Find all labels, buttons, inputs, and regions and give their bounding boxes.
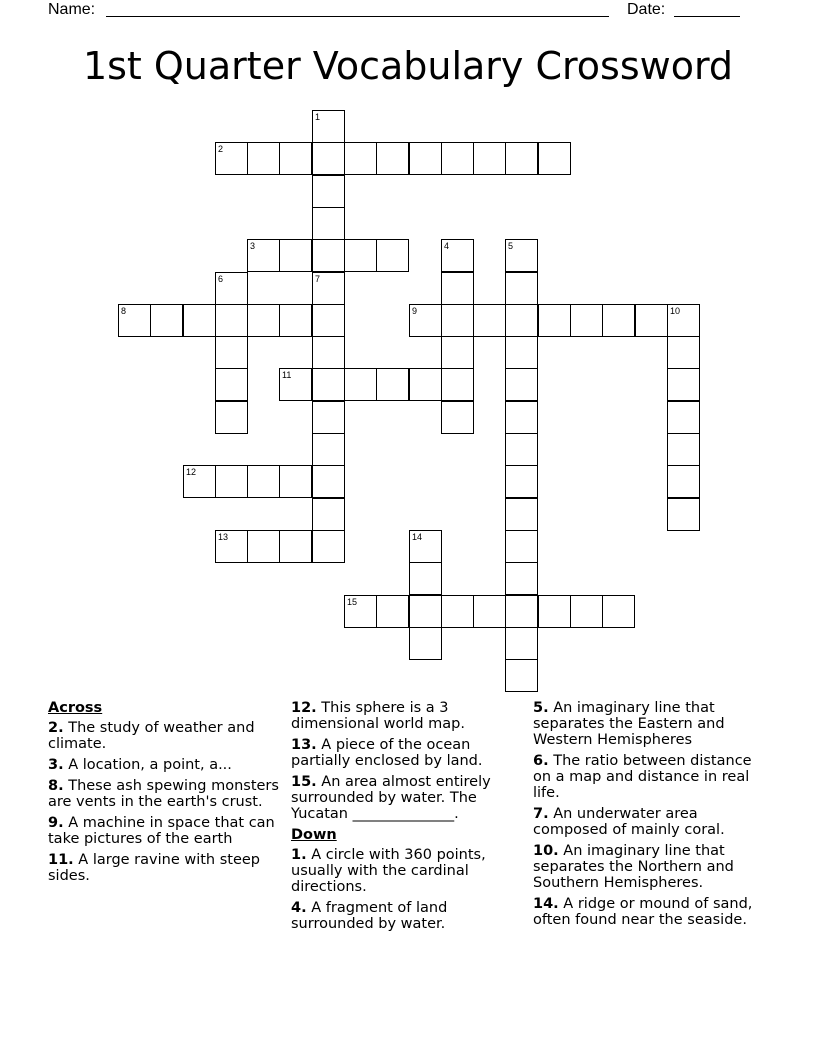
clue-number: 9.	[48, 815, 64, 831]
crossword-cell[interactable]	[312, 336, 345, 369]
clue-number: 8.	[48, 778, 64, 794]
crossword-cell[interactable]	[505, 562, 538, 595]
clue-text: An area almost entirely surrounded by water. The Yucatan ______________.	[291, 774, 491, 822]
crossword-cell[interactable]	[441, 368, 474, 401]
cell-number: 15	[347, 597, 358, 607]
cell-number: 8	[121, 306, 127, 316]
crossword-cell[interactable]	[635, 304, 668, 337]
crossword-cell[interactable]	[505, 530, 538, 563]
crossword-cell[interactable]	[215, 368, 248, 401]
crossword-cell[interactable]	[183, 304, 216, 337]
crossword-cell[interactable]	[602, 304, 635, 337]
crossword-cell[interactable]	[279, 239, 312, 272]
crossword-cell[interactable]	[441, 401, 474, 434]
clue-down-7	[533, 806, 773, 838]
clue-text: An imaginary line that separates the Eastern and Western Hemispheres	[533, 700, 725, 748]
clue-across-13	[291, 737, 523, 769]
crossword-cell[interactable]	[279, 142, 312, 175]
cell-number: 12	[186, 467, 197, 477]
crossword-cell[interactable]	[215, 304, 248, 337]
crossword-cell[interactable]	[247, 465, 280, 498]
clue-text: A machine in space that can take pictures of the earth	[48, 815, 275, 847]
crossword-cell[interactable]	[473, 304, 506, 337]
clue-number: 13.	[291, 737, 317, 753]
crossword-cell[interactable]	[505, 401, 538, 434]
crossword-cell[interactable]	[312, 498, 345, 531]
clue-text: A large ravine with steep sides.	[48, 852, 261, 884]
down-heading: Down	[291, 827, 337, 843]
crossword-cell[interactable]	[312, 304, 345, 337]
crossword-cell[interactable]	[215, 530, 248, 563]
crossword-cell[interactable]	[473, 595, 506, 628]
clue-text: An imaginary line that separates the Northern and Southern Hemispheres.	[533, 843, 734, 891]
crossword-cell[interactable]	[570, 304, 603, 337]
crossword-cell[interactable]	[376, 239, 409, 272]
clue-down-4	[291, 900, 523, 932]
crossword-cell[interactable]	[667, 433, 700, 466]
cell-number: 7	[315, 274, 321, 284]
crossword-cell[interactable]	[667, 368, 700, 401]
clue-down-5	[533, 700, 773, 748]
clue-number: 7.	[533, 806, 549, 822]
crossword-cell[interactable]	[279, 304, 312, 337]
cell-number: 4	[444, 241, 450, 251]
crossword-cell[interactable]	[312, 110, 345, 143]
crossword-cell[interactable]	[312, 272, 345, 305]
clue-across-3	[48, 757, 280, 773]
crossword-cell[interactable]	[441, 336, 474, 369]
crossword-cell[interactable]	[312, 433, 345, 466]
crossword-cell[interactable]	[409, 627, 442, 660]
clue-text: These ash spewing monsters are vents in the earth's crust.	[48, 778, 279, 810]
crossword-cell[interactable]	[279, 368, 312, 401]
cell-number: 14	[412, 532, 423, 542]
crossword-cell[interactable]	[570, 595, 603, 628]
clue-number: 4.	[291, 900, 307, 916]
crossword-cell[interactable]	[118, 304, 151, 337]
crossword-cell[interactable]	[441, 304, 474, 337]
clue-across-8	[48, 778, 280, 810]
clue-across-9	[48, 815, 280, 847]
clue-text: A piece of the ocean partially enclosed by land.	[291, 737, 483, 769]
crossword-cell[interactable]	[312, 239, 345, 272]
crossword-cell[interactable]	[409, 304, 442, 337]
crossword-cell[interactable]	[409, 368, 442, 401]
clue-across-12	[291, 700, 523, 732]
clue-number: 3.	[48, 757, 64, 773]
across-heading: Across	[48, 700, 103, 716]
crossword-cell[interactable]	[344, 595, 377, 628]
crossword-cell[interactable]	[505, 272, 538, 305]
crossword-cell[interactable]	[441, 272, 474, 305]
clue-text: A fragment of land surrounded by water.	[291, 900, 448, 932]
crossword-cell[interactable]	[667, 336, 700, 369]
crossword-cell[interactable]	[667, 401, 700, 434]
clue-number: 6.	[533, 753, 549, 769]
crossword-cell[interactable]	[441, 595, 474, 628]
clue-text: This sphere is a 3 dimensional world map.	[291, 700, 465, 732]
clue-number: 12.	[291, 700, 317, 716]
cell-number: 13	[218, 532, 229, 542]
crossword-cell[interactable]	[376, 595, 409, 628]
crossword-cell[interactable]	[505, 142, 538, 175]
crossword-cell[interactable]	[667, 465, 700, 498]
crossword-cell[interactable]	[215, 142, 248, 175]
crossword-cell[interactable]	[215, 336, 248, 369]
cell-number: 3	[250, 241, 256, 251]
clue-down-14	[533, 896, 773, 928]
crossword-cell[interactable]	[279, 530, 312, 563]
crossword-cell[interactable]	[247, 239, 280, 272]
crossword-cell[interactable]	[312, 368, 345, 401]
clue-number: 2.	[48, 720, 64, 736]
crossword-cell[interactable]	[505, 304, 538, 337]
crossword-cell[interactable]	[344, 142, 377, 175]
crossword-cell[interactable]	[409, 595, 442, 628]
down-clues	[533, 700, 773, 933]
clue-text: The study of weather and climate.	[48, 720, 255, 752]
cell-number: 6	[218, 274, 224, 284]
clue-text: The ratio between distance on a map and distance in real life.	[533, 753, 752, 801]
crossword-cell[interactable]	[183, 465, 216, 498]
clue-text: A location, a point, a...	[68, 757, 232, 773]
cell-number: 2	[218, 144, 224, 154]
clue-number: 11.	[48, 852, 74, 868]
clue-across-15	[291, 774, 523, 822]
clue-text: An underwater area composed of mainly coral.	[533, 806, 725, 838]
crossword-cell[interactable]	[409, 530, 442, 563]
cell-number: 9	[412, 306, 418, 316]
clue-column-middle	[291, 700, 523, 937]
crossword-cell[interactable]	[505, 627, 538, 660]
crossword-cell[interactable]	[667, 304, 700, 337]
clue-down-1	[291, 847, 523, 895]
date-label: Date:	[627, 1, 666, 18]
clue-text: A ridge or mound of sand, often found near the seaside.	[533, 896, 753, 928]
crossword-cell[interactable]	[505, 465, 538, 498]
crossword-cell[interactable]	[376, 142, 409, 175]
crossword-cell[interactable]	[215, 272, 248, 305]
crossword-cell[interactable]	[409, 142, 442, 175]
clue-across-2	[48, 720, 280, 752]
cell-number: 10	[670, 306, 681, 316]
name-label: Name:	[48, 1, 96, 18]
crossword-cell[interactable]	[312, 175, 345, 208]
cell-number: 11	[282, 370, 292, 380]
clue-number: 14.	[533, 896, 559, 912]
crossword-cell[interactable]	[215, 465, 248, 498]
crossword-cell[interactable]	[312, 465, 345, 498]
crossword-cell[interactable]	[538, 595, 571, 628]
across-clues	[48, 700, 280, 889]
crossword-cell[interactable]	[538, 142, 571, 175]
crossword-cell[interactable]	[312, 401, 345, 434]
crossword-cell[interactable]	[441, 239, 474, 272]
crossword-cell[interactable]	[505, 595, 538, 628]
crossword-cell[interactable]	[538, 304, 571, 337]
crossword-cell[interactable]	[409, 562, 442, 595]
crossword-cell[interactable]	[505, 498, 538, 531]
crossword-cell[interactable]	[150, 304, 183, 337]
page-title: 1st Quarter Vocabulary Crossword	[82, 44, 734, 88]
crossword-cell[interactable]	[667, 498, 700, 531]
crossword-cell[interactable]	[344, 368, 377, 401]
crossword-cell[interactable]	[505, 239, 538, 272]
clue-down-6	[533, 753, 773, 801]
crossword-cell[interactable]	[376, 368, 409, 401]
cell-number: 1	[315, 112, 321, 122]
crossword-cell[interactable]	[312, 530, 345, 563]
crossword-cell[interactable]	[247, 304, 280, 337]
crossword-cell[interactable]	[473, 142, 506, 175]
clue-across-11	[48, 852, 280, 884]
clue-down-10	[533, 843, 773, 891]
crossword-cell[interactable]	[505, 368, 538, 401]
crossword-cell[interactable]	[279, 465, 312, 498]
crossword-cell[interactable]	[441, 142, 474, 175]
crossword-cell[interactable]	[312, 142, 345, 175]
cell-number: 5	[508, 241, 514, 251]
crossword-cell[interactable]	[505, 433, 538, 466]
clue-text: A circle with 360 points, usually with the cardinal directions.	[291, 847, 486, 895]
clue-number: 15.	[291, 774, 317, 790]
crossword-cell[interactable]	[247, 530, 280, 563]
clue-number: 5.	[533, 700, 549, 716]
clue-number: 1.	[291, 847, 307, 863]
crossword-cell[interactable]	[215, 401, 248, 434]
crossword-cell[interactable]	[344, 239, 377, 272]
crossword-cell[interactable]	[312, 207, 345, 240]
crossword-cell[interactable]	[602, 595, 635, 628]
crossword-cell[interactable]	[505, 336, 538, 369]
crossword-cell[interactable]	[505, 659, 538, 692]
crossword-cell[interactable]	[247, 142, 280, 175]
clue-number: 10.	[533, 843, 559, 859]
